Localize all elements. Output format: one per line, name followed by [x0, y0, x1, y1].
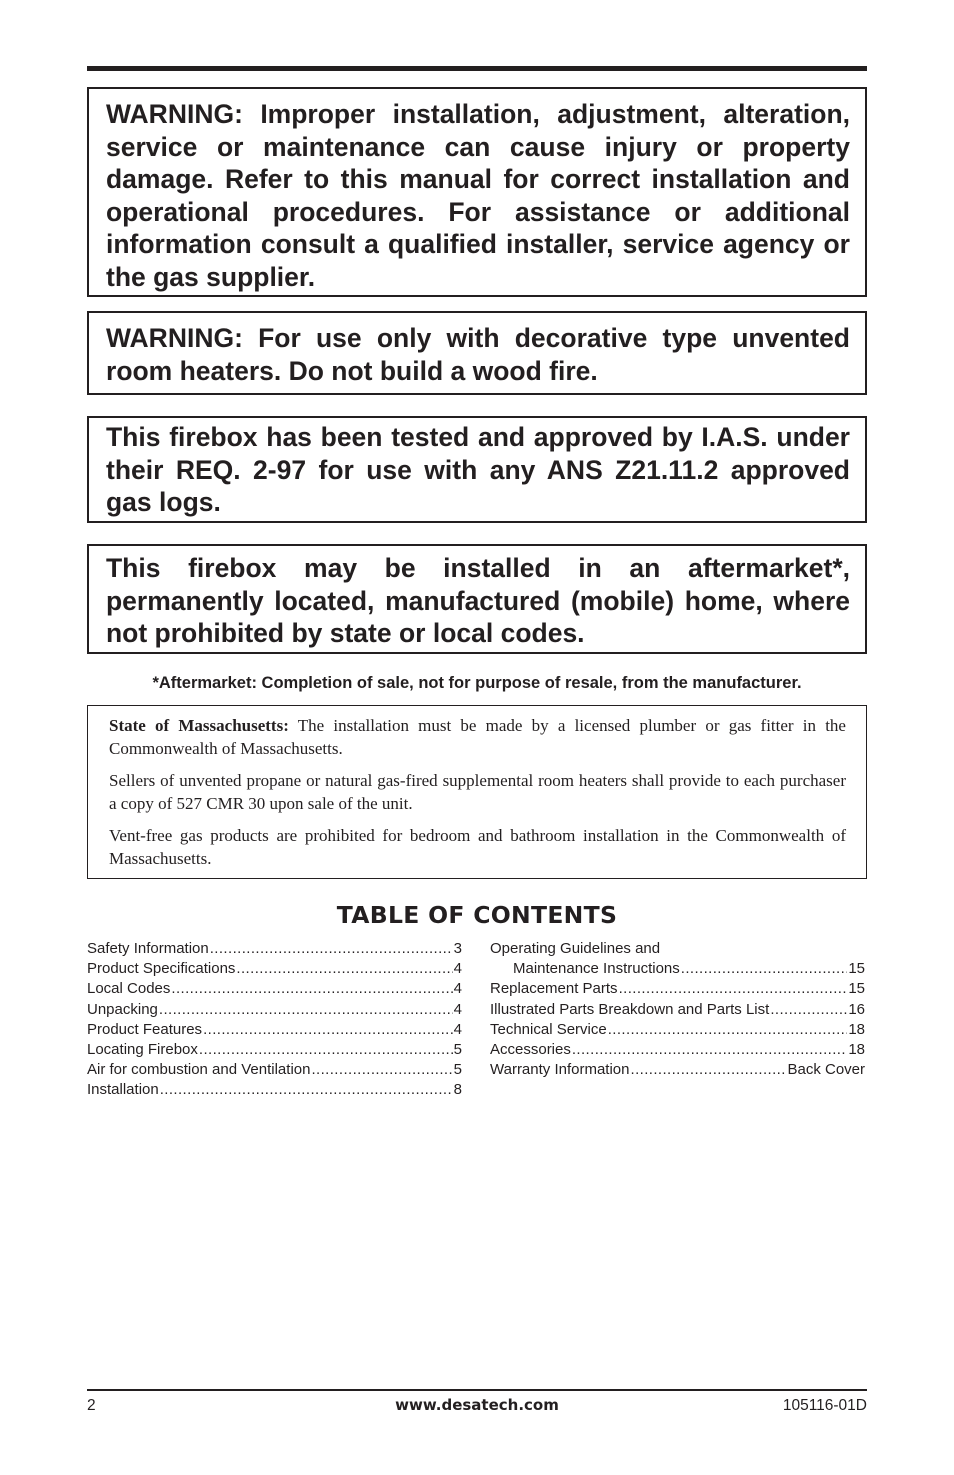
page-number: 2	[87, 1397, 96, 1414]
toc-entry-page: 3	[453, 940, 462, 957]
decorative-use-warning-text: WARNING: For use only with decorative type unvented room heaters. Do not build a wood fire.	[106, 323, 850, 386]
toc-leader	[236, 960, 452, 977]
toc-leader	[311, 1061, 452, 1078]
toc-leader	[631, 1061, 787, 1078]
toc-entry[interactable]	[490, 1021, 865, 1041]
document-number: 105116-01D	[782, 1397, 867, 1414]
aftermarket-footnote: *Aftermarket: Completion of sale, not for purpose of resale, from the manufacturer.	[152, 674, 802, 692]
toc-entry[interactable]	[87, 940, 462, 960]
toc-entry-label: Unpacking	[87, 1000, 158, 1018]
toc-leader	[199, 1041, 453, 1058]
toc-leader	[619, 980, 848, 997]
toc-entry-label: Local Codes	[87, 980, 171, 998]
toc-leader	[160, 1081, 453, 1098]
toc-right-column	[490, 940, 865, 1081]
toc-entry[interactable]	[87, 1061, 462, 1081]
toc-entry[interactable]	[490, 980, 865, 1000]
massachusetts-label: State of Massachusetts:	[109, 716, 289, 735]
toc-entry[interactable]	[87, 1001, 462, 1021]
toc-leader	[203, 1021, 453, 1038]
toc-entry-page: 18	[848, 1040, 865, 1058]
toc-entry[interactable]	[490, 1041, 865, 1061]
toc-entry-page: 5	[453, 1040, 462, 1058]
toc-entry-page: 8	[453, 1081, 462, 1099]
aftermarket-notice-box	[87, 544, 867, 654]
toc-entry-page: 5	[453, 1061, 462, 1079]
decorative-use-warning-box	[87, 311, 867, 395]
toc-entry[interactable]	[87, 1081, 462, 1101]
massachusetts-paragraph-3: Vent-free gas products are prohibited for bedroom and bathroom installation in the Commonwealth of Massachusetts.	[109, 826, 846, 868]
toc-entry-label: Replacement Parts	[490, 980, 618, 998]
toc-entry[interactable]	[490, 1001, 865, 1021]
approval-notice-text: This firebox has been tested and approved by I.A.S. under their REQ. 2-97 for use with any ANS Z21.11.2 approved gas logs.	[106, 422, 850, 518]
toc-entry-label: Installation	[87, 1081, 159, 1099]
toc-entry[interactable]	[490, 960, 865, 980]
toc-entry[interactable]	[490, 1061, 865, 1081]
toc-left-column	[87, 940, 462, 1102]
toc-entry-page: 15	[848, 980, 865, 998]
massachusetts-paragraph-2: Sellers of unvented propane or natural gas-fired supplemental room heaters shall provide to each purchaser a copy of 527 CMR 30 upon sale of the unit.	[109, 771, 846, 813]
toc-leader	[210, 940, 453, 957]
toc-entry-page: Back Cover	[787, 1061, 865, 1079]
toc-leader	[770, 1001, 847, 1018]
massachusetts-notice-box	[87, 705, 867, 879]
massachusetts-paragraph-1	[109, 714, 846, 760]
massachusetts-paragraph-1-text: The installation must be made by a licensed plumber or gas fitter in the Commonwealth of Massachusetts.	[109, 716, 846, 758]
approval-notice-box	[87, 416, 867, 523]
toc-title: TABLE OF CONTENTS	[336, 901, 618, 929]
bottom-rule	[87, 1389, 867, 1391]
toc-entry-label: Product Specifications	[87, 960, 236, 978]
toc-leader	[608, 1021, 848, 1038]
toc-leader	[681, 960, 848, 977]
toc-entry-page: 15	[848, 960, 865, 978]
toc-entry[interactable]	[87, 1041, 462, 1061]
toc-entry[interactable]	[87, 960, 462, 980]
toc-entry-page: 4	[453, 1000, 462, 1018]
website-link[interactable]: www.desatech.com	[395, 1396, 559, 1414]
toc-entry-page: 4	[453, 1020, 462, 1038]
toc-heading-operating-guidelines: Operating Guidelines and	[490, 940, 661, 957]
toc-entry-label: Maintenance Instructions	[513, 960, 680, 978]
toc-entry-label: Technical Service	[490, 1020, 607, 1038]
toc-entry-page: 4	[453, 980, 462, 998]
toc-leader	[572, 1041, 847, 1058]
aftermarket-notice-text: This firebox may be installed in an aftermarket*, permanently located, manufactured (mobile) home, where not prohibited by state or local codes.	[106, 553, 850, 649]
installation-warning-box	[87, 87, 867, 297]
toc-entry-page: 4	[453, 960, 462, 978]
toc-entry-label: Warranty Information	[490, 1061, 630, 1079]
toc-leader	[159, 1001, 453, 1018]
toc-entry-label: Air for combustion and Ventilation	[87, 1061, 311, 1079]
toc-entry-label: Locating Firebox	[87, 1040, 198, 1058]
toc-entry-label: Illustrated Parts Breakdown and Parts List	[490, 1000, 770, 1018]
top-rule	[87, 66, 867, 71]
toc-entry-page: 16	[848, 1000, 865, 1018]
toc-entry[interactable]	[87, 1021, 462, 1041]
toc-entry[interactable]	[87, 980, 462, 1000]
installation-warning-text: WARNING: Improper installation, adjustment, alteration, service or maintenance can cause injury or property damage. Refer to this manual for correct installation and operational procedures. For assistance or additional information consult a qualified installer, service agency or the gas supplier.	[106, 99, 850, 292]
toc-leader	[171, 980, 452, 997]
toc-entry-label: Product Features	[87, 1020, 203, 1038]
toc-entry-page: 18	[848, 1020, 865, 1038]
toc-entry-label: Accessories	[490, 1040, 571, 1058]
toc-entry-label: Safety Information	[87, 940, 209, 957]
